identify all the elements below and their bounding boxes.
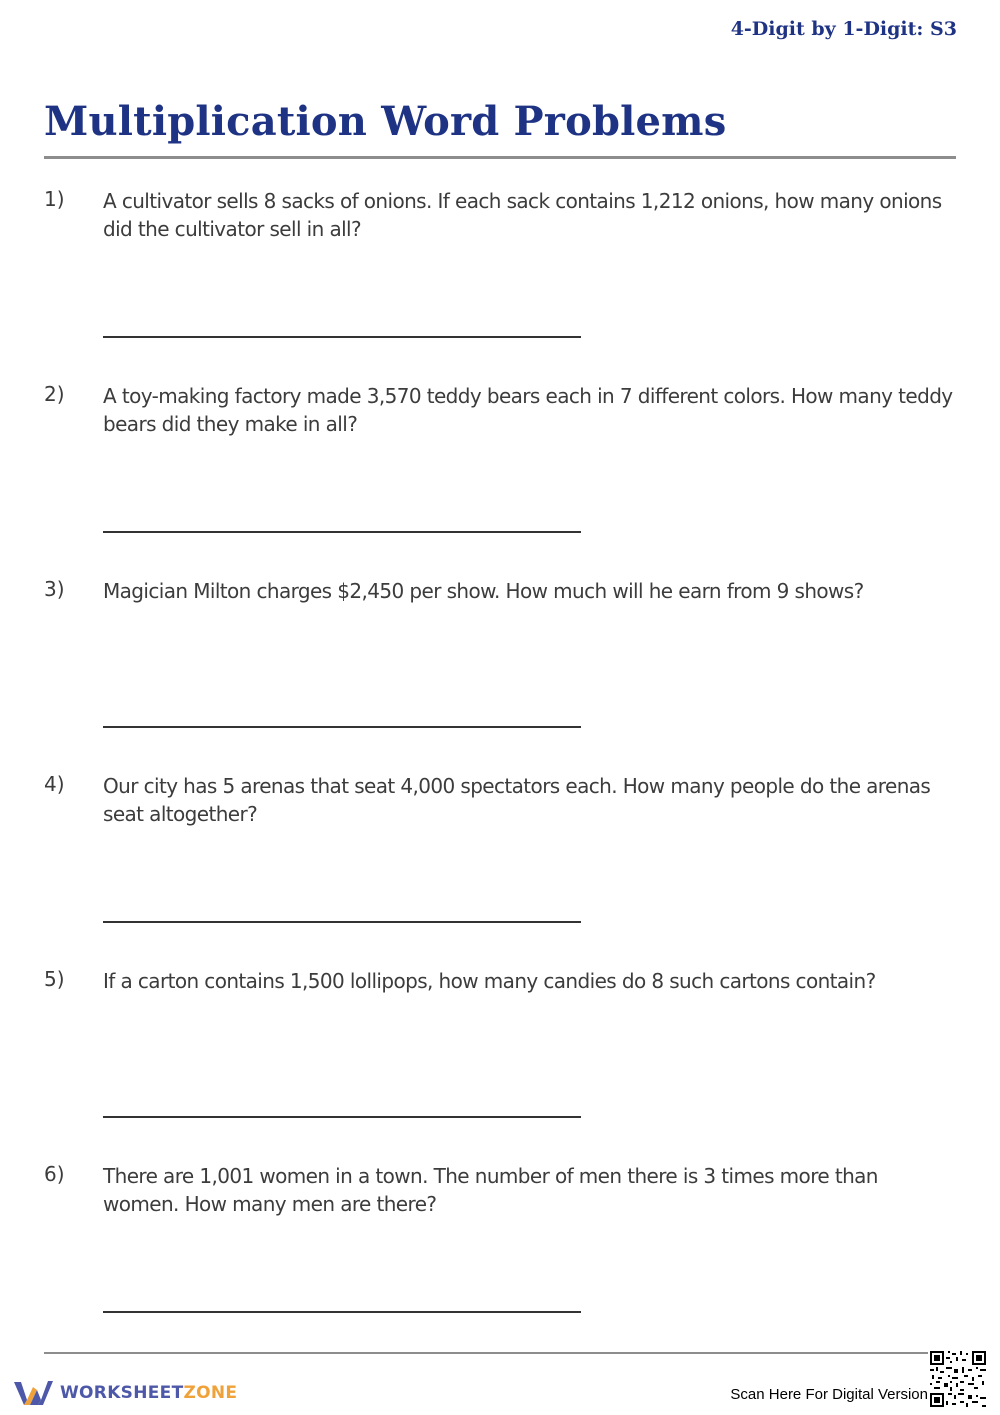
scan-instruction: Scan Here For Digital Version <box>730 1386 928 1403</box>
question-1 <box>44 187 958 367</box>
worksheetzone-brand[interactable] <box>12 1377 237 1409</box>
answer-line[interactable] <box>103 531 581 533</box>
question-text: There are 1,001 women in a town. The number of men there is 3 times more than women. How many men are there? <box>103 1164 878 1216</box>
question-3 <box>44 577 958 757</box>
question-text: A cultivator sells 8 sacks of onions. If each sack contains 1,212 onions, how many onions did the cultivator sell in all? <box>103 189 942 241</box>
question-number: 3) <box>44 577 65 601</box>
question-text: Magician Milton charges $2,450 per show. How much will he earn from 9 shows? <box>103 579 864 603</box>
title-divider <box>44 156 956 159</box>
answer-line[interactable] <box>103 1116 581 1118</box>
question-4 <box>44 772 958 952</box>
qr-code-icon[interactable] <box>930 1351 986 1407</box>
question-text: If a carton contains 1,500 lollipops, how many candies do 8 such cartons contain? <box>103 969 876 993</box>
worksheet-title: Multiplication Word Problems <box>44 98 727 145</box>
question-text: A toy-making factory made 3,570 teddy bears each in 7 different colors. How many teddy bears did they make in all? <box>103 384 953 436</box>
question-2 <box>44 382 958 562</box>
question-number: 1) <box>44 187 65 211</box>
brand-name: WORKSHEETZONE <box>60 1383 238 1403</box>
worksheet-subtitle: 4-Digit by 1-Digit: S3 <box>730 18 957 40</box>
question-number: 2) <box>44 382 65 406</box>
question-6 <box>44 1162 958 1342</box>
answer-line[interactable] <box>103 1311 581 1313</box>
question-number: 5) <box>44 967 65 991</box>
answer-line[interactable] <box>103 336 581 338</box>
answer-line[interactable] <box>103 921 581 923</box>
answer-line[interactable] <box>103 726 581 728</box>
question-text: Our city has 5 arenas that seat 4,000 spectators each. How many people do the arenas seat altogether? <box>103 774 931 826</box>
question-5 <box>44 967 958 1147</box>
footer-divider <box>44 1352 928 1354</box>
question-number: 6) <box>44 1162 65 1186</box>
question-number: 4) <box>44 772 65 796</box>
worksheetzone-logo-icon <box>12 1378 54 1408</box>
